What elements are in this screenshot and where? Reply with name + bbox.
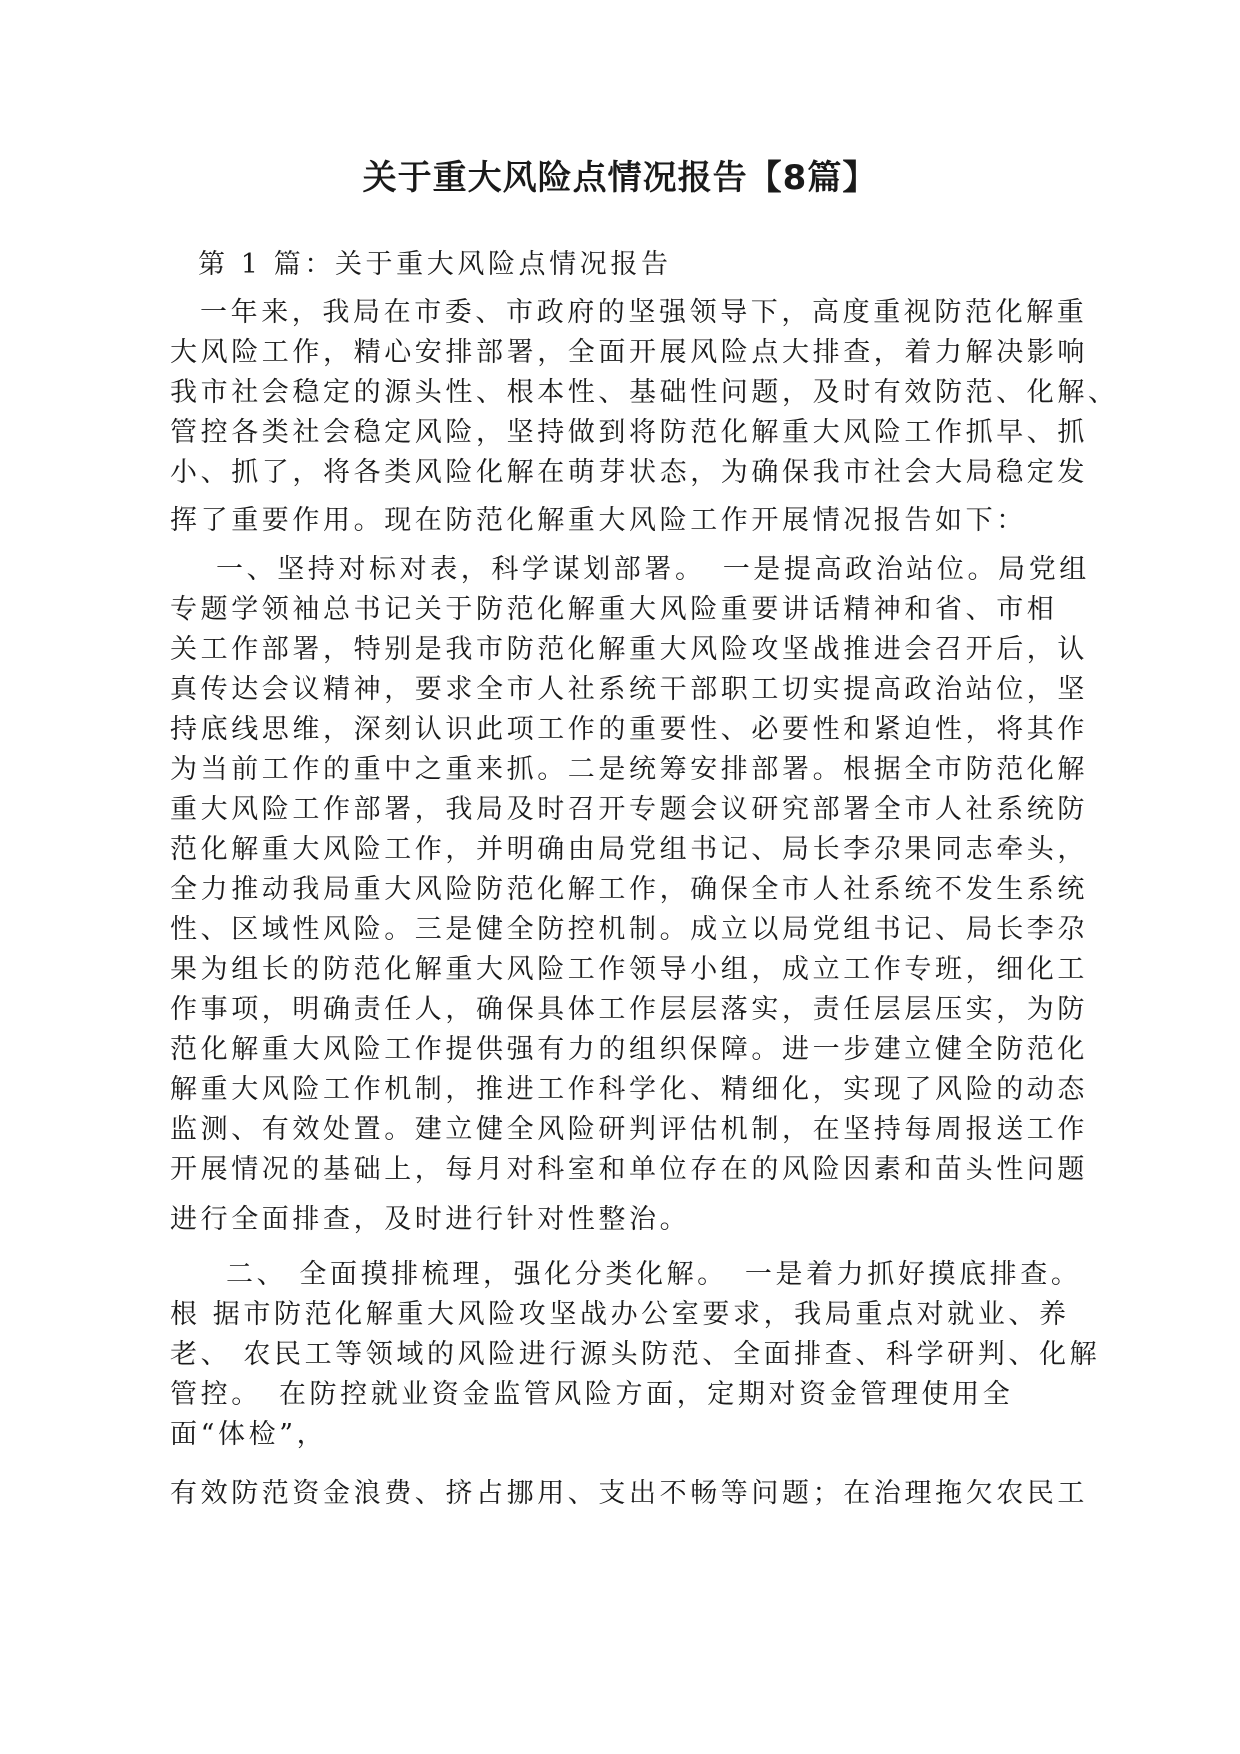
section-two-line: 二、 全面摸排梳理，强化分类化解。 一是着力抓好摸底排查。 bbox=[226, 1259, 1082, 1290]
chapter-heading: 第 1 篇：关于重大风险点情况报告 bbox=[198, 249, 672, 280]
section-one-line: 全力推动我局重大风险防范化解工作，确保全市人社系统不发生系统 bbox=[170, 874, 1088, 905]
section-one-line: 为当前工作的重中之重来抓。二是统筹安排部署。根据全市防范化解 bbox=[170, 754, 1088, 785]
paragraph-line: 我市社会稳定的源头性、根本性、基础性问题，及时有效防范、化解、 bbox=[170, 377, 1119, 408]
section-one-line: 专题学领袖总书记关于防范化解重大风险重要讲话精神和省、市相 bbox=[170, 594, 1058, 625]
paragraph-line: 挥了重要作用。现在防范化解重大风险工作开展情况报告如下： bbox=[170, 505, 1027, 536]
section-one-line: 性、区域性风险。三是健全防控机制。成立以局党组书记、局长李尕 bbox=[170, 914, 1088, 945]
section-one-line: 监测、有效处置。建立健全风险研判评估机制，在坚持每周报送工作 bbox=[170, 1114, 1088, 1145]
section-two-line: 面“体检”， bbox=[170, 1419, 328, 1450]
section-one-line: 真传达会议精神，要求全市人社系统干部职工切实提高政治站位，坚 bbox=[170, 674, 1088, 705]
section-one-line: 进行全面排查，及时进行针对性整治。 bbox=[170, 1204, 691, 1235]
section-one-line: 关工作部署，特别是我市防范化解重大风险攻坚战推进会召开后，认 bbox=[170, 634, 1088, 665]
section-two-line: 有效防范资金浪费、挤占挪用、支出不畅等问题；在治理拖欠农民工 bbox=[170, 1478, 1088, 1509]
section-one-line: 作事项，明确责任人，确保具体工作层层落实，责任层层压实，为防 bbox=[170, 994, 1088, 1025]
section-one-line: 解重大风险工作机制，推进工作科学化、精细化，实现了风险的动态 bbox=[170, 1074, 1088, 1105]
paragraph-line: 大风险工作，精心安排部署，全面开展风险点大排查，着力解决影响 bbox=[170, 337, 1088, 368]
section-one-line: 范化解重大风险工作，并明确由局党组书记、局长李尕果同志牵头， bbox=[170, 834, 1088, 865]
paragraph-line: 小、抓了，将各类风险化解在萌芽状态，为确保我市社会大局稳定发 bbox=[170, 457, 1088, 488]
document-title: 关于重大风险点情况报告【8篇】 bbox=[362, 158, 878, 198]
section-two-line: 管控。 在防控就业资金监管风险方面，定期对资金管理使用全 bbox=[170, 1379, 1014, 1410]
section-one-line: 重大风险工作部署，我局及时召开专题会议研究部署全市人社系统防 bbox=[170, 794, 1088, 825]
section-one-line: 持底线思维，深刻认识此项工作的重要性、必要性和紧迫性，将其作 bbox=[170, 714, 1088, 745]
section-one-line: 范化解重大风险工作提供强有力的组织保障。进一步建立健全防范化 bbox=[170, 1034, 1088, 1065]
section-two-line: 根 据市防范化解重大风险攻坚战办公室要求，我局重点对就业、养 bbox=[170, 1299, 1070, 1330]
paragraph-line: 管控各类社会稳定风险，坚持做到将防范化解重大风险工作抓早、抓 bbox=[170, 417, 1088, 448]
section-two-line: 老、 农民工等领域的风险进行源头防范、全面排查、科学研判、化解 bbox=[170, 1339, 1101, 1370]
section-one-line: 一、坚持对标对表，科学谋划部署。 一是提高政治站位。局党组 bbox=[216, 554, 1090, 585]
section-one-line: 开展情况的基础上，每月对科室和单位存在的风险因素和苗头性问题 bbox=[170, 1154, 1088, 1185]
paragraph-line: 一年来，我局在市委、市政府的坚强领导下，高度重视防范化解重 bbox=[200, 297, 1088, 328]
section-one-line: 果为组长的防范化解重大风险工作领导小组，成立工作专班，细化工 bbox=[170, 954, 1088, 985]
